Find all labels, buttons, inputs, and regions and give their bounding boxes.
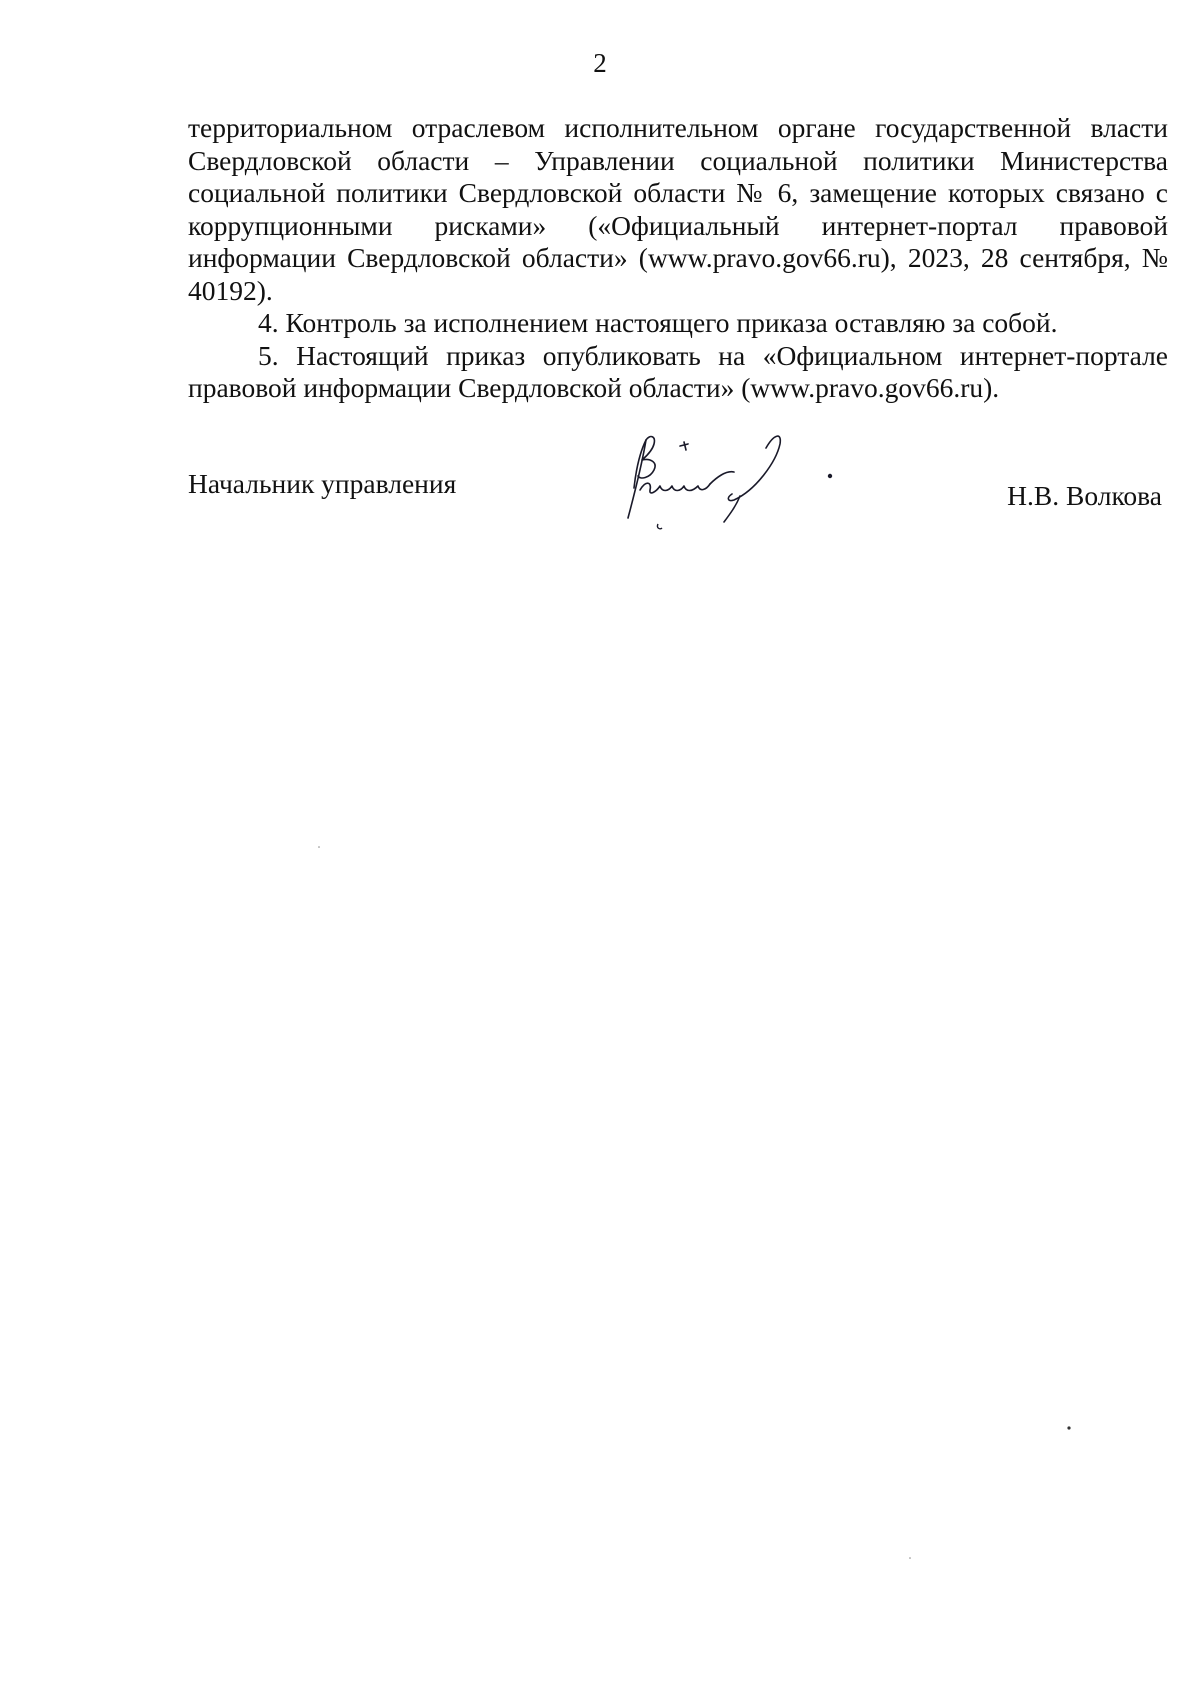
signer-name: Н.В. Волкова [1007, 480, 1162, 511]
body-paragraph-1: территориальном отраслевом исполнительном органе государственной власти Свердловской области – Управлении социальной политики Министерства социальной политики Свердловской области № 6, замещение которых связано с коррупционными рисками» («Официальный интернет-портал правовой информации Свердловской области» (www.pravo.gov66.ru), 2023, 28 сентября, № 40192). [188, 112, 1168, 306]
scan-speck [1066, 1425, 1072, 1431]
document-body [188, 112, 1168, 405]
scan-speck [317, 845, 321, 849]
signature-block [188, 430, 1168, 550]
body-paragraph-2: 4. Контроль за исполнением настоящего приказа оставляю за собой. [258, 307, 1058, 338]
page-number: 2 [593, 48, 607, 78]
scan-speck [908, 1556, 912, 1560]
body-paragraph-3: 5. Настоящий приказ опубликовать на «Официальном интернет-портале правовой информации Свердловской области» (www.pravo.gov66.ru). [188, 339, 1168, 403]
position-title: Начальник управления [188, 468, 457, 499]
handwritten-signature [616, 430, 856, 550]
